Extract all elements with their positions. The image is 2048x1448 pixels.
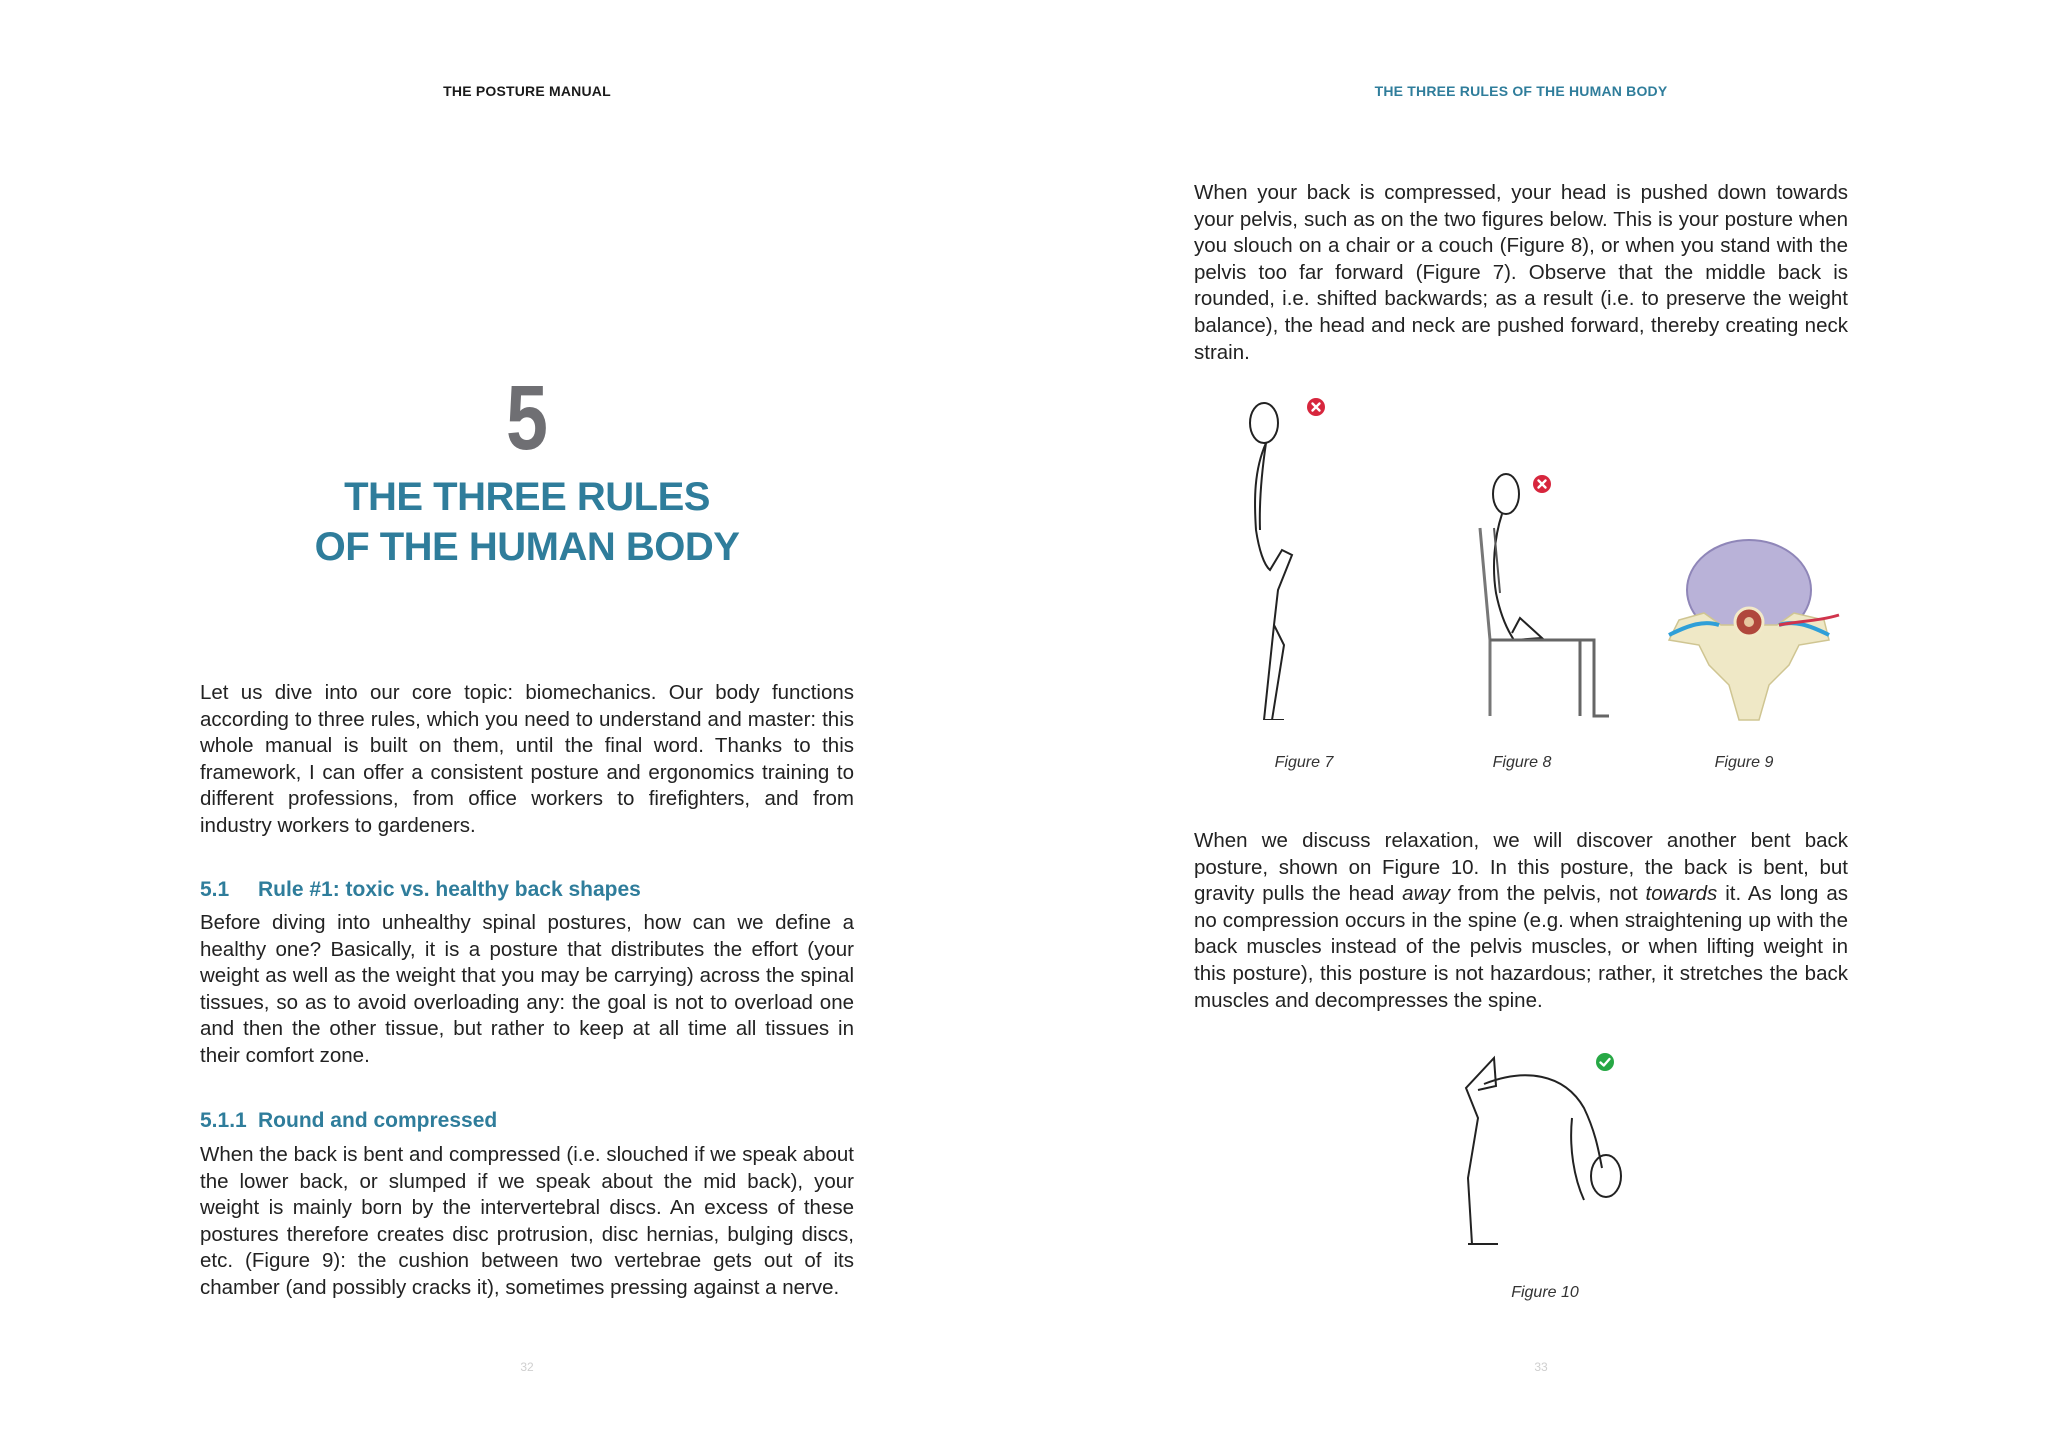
- subsection-number: 5.1.1: [200, 1109, 247, 1132]
- page-number: 33: [1534, 1360, 1548, 1374]
- right-page: [1024, 0, 2048, 1448]
- paragraph-relaxation-posture: [1194, 828, 1848, 1014]
- chapter-title: [200, 472, 854, 572]
- figure-7-caption: Figure 7: [1274, 754, 1334, 771]
- chapter-title-line1: THE THREE RULES: [344, 475, 710, 519]
- para2-part-b: from the pelvis, not: [1450, 882, 1646, 906]
- cross-icon: [1306, 397, 1326, 417]
- figure-9-vertebra-illustration: [1649, 525, 1849, 725]
- intro-paragraph: Let us dive into our core topic: biomechanics. Our body functions according to three rules, which you need to understand and master: this whole manual is built on them, until the final word. Thanks to this framework, I can offer a consistent posture and ergonomics training to different professions, from office workers to firefighters, and from industry workers to gardeners.: [200, 681, 854, 837]
- figure-7-standing-slouch: [1234, 390, 1354, 720]
- figure-10-caption: Figure 10: [1511, 1284, 1579, 1301]
- subsection-title: Round and compressed: [258, 1109, 498, 1132]
- running-head: THE THREE RULES OF THE HUMAN BODY: [1374, 83, 1668, 99]
- chapter-number: 5: [506, 367, 548, 469]
- section-heading: [200, 878, 854, 902]
- para2-towards: towards: [1645, 882, 1718, 906]
- chapter-title-line2: OF THE HUMAN BODY: [314, 525, 740, 569]
- figure-8-seated-slouch: [1444, 468, 1614, 728]
- subsection-paragraph: When the back is bent and compressed (i.e. slouched if we speak about the lower back, or slumped if we speak about the mid back), your weight is mainly born by the intervertebral discs. An excess of these postures therefore creates disc protrusion, disc hernias, bulging discs, etc. (Figure 9): the cushion between two vertebrae gets out of its chamber (and possibly cracks it), sometimes pressing against a nerve.: [200, 1143, 854, 1299]
- check-icon: [1595, 1052, 1615, 1072]
- paragraph-compressed-posture: When your back is compressed, your head is pushed down towards your pelvis, such as on the two figures below. This is your posture when you slouch on a chair or a couch (Figure 8), or when you stand with the pelvis too far forward (Figure 7). Observe that the middle back is rounded, i.e. shifted backwards; as a result (i.e. to preserve the weight balance), the head and neck are pushed forward, thereby creating neck strain.: [1194, 181, 1848, 364]
- figure-10-forward-bend: [1444, 1048, 1644, 1268]
- para2-part-a: When we discuss relaxation, we will discover another bent back posture, shown on Figure 10. In this posture, the back is bent, but gravity pulls the head: [1194, 829, 1848, 906]
- section-paragraph: Before diving into unhealthy spinal postures, how can we define a healthy one? Basically, it is a posture that distributes the effort (your weight as well as the weight that you may be carrying) across the spinal tissues, so as to avoid overloading any: the goal is not to overload one and then the other tissue, but rather to keep at all time all tissues in their comfort zone.: [200, 911, 854, 1067]
- running-head: THE POSTURE MANUAL: [443, 83, 611, 99]
- page-number: 32: [520, 1360, 534, 1374]
- subsection-heading: [200, 1109, 854, 1133]
- figure-8-caption: Figure 8: [1492, 754, 1552, 771]
- cross-icon: [1532, 474, 1552, 494]
- section-number: 5.1: [200, 878, 230, 901]
- para2-away: away: [1402, 882, 1451, 906]
- para2-part-c: it. As long as no compression occurs in the spine (e.g. when straightening up with the back muscles instead of the pelvis muscles, or when lifting weight in this posture), this posture is not hazardous; rather, it stretches the back muscles and decompresses the spine.: [1194, 882, 1848, 1012]
- figure-9-caption: Figure 9: [1714, 754, 1774, 771]
- section-title: Rule #1: toxic vs. healthy back shapes: [258, 878, 641, 901]
